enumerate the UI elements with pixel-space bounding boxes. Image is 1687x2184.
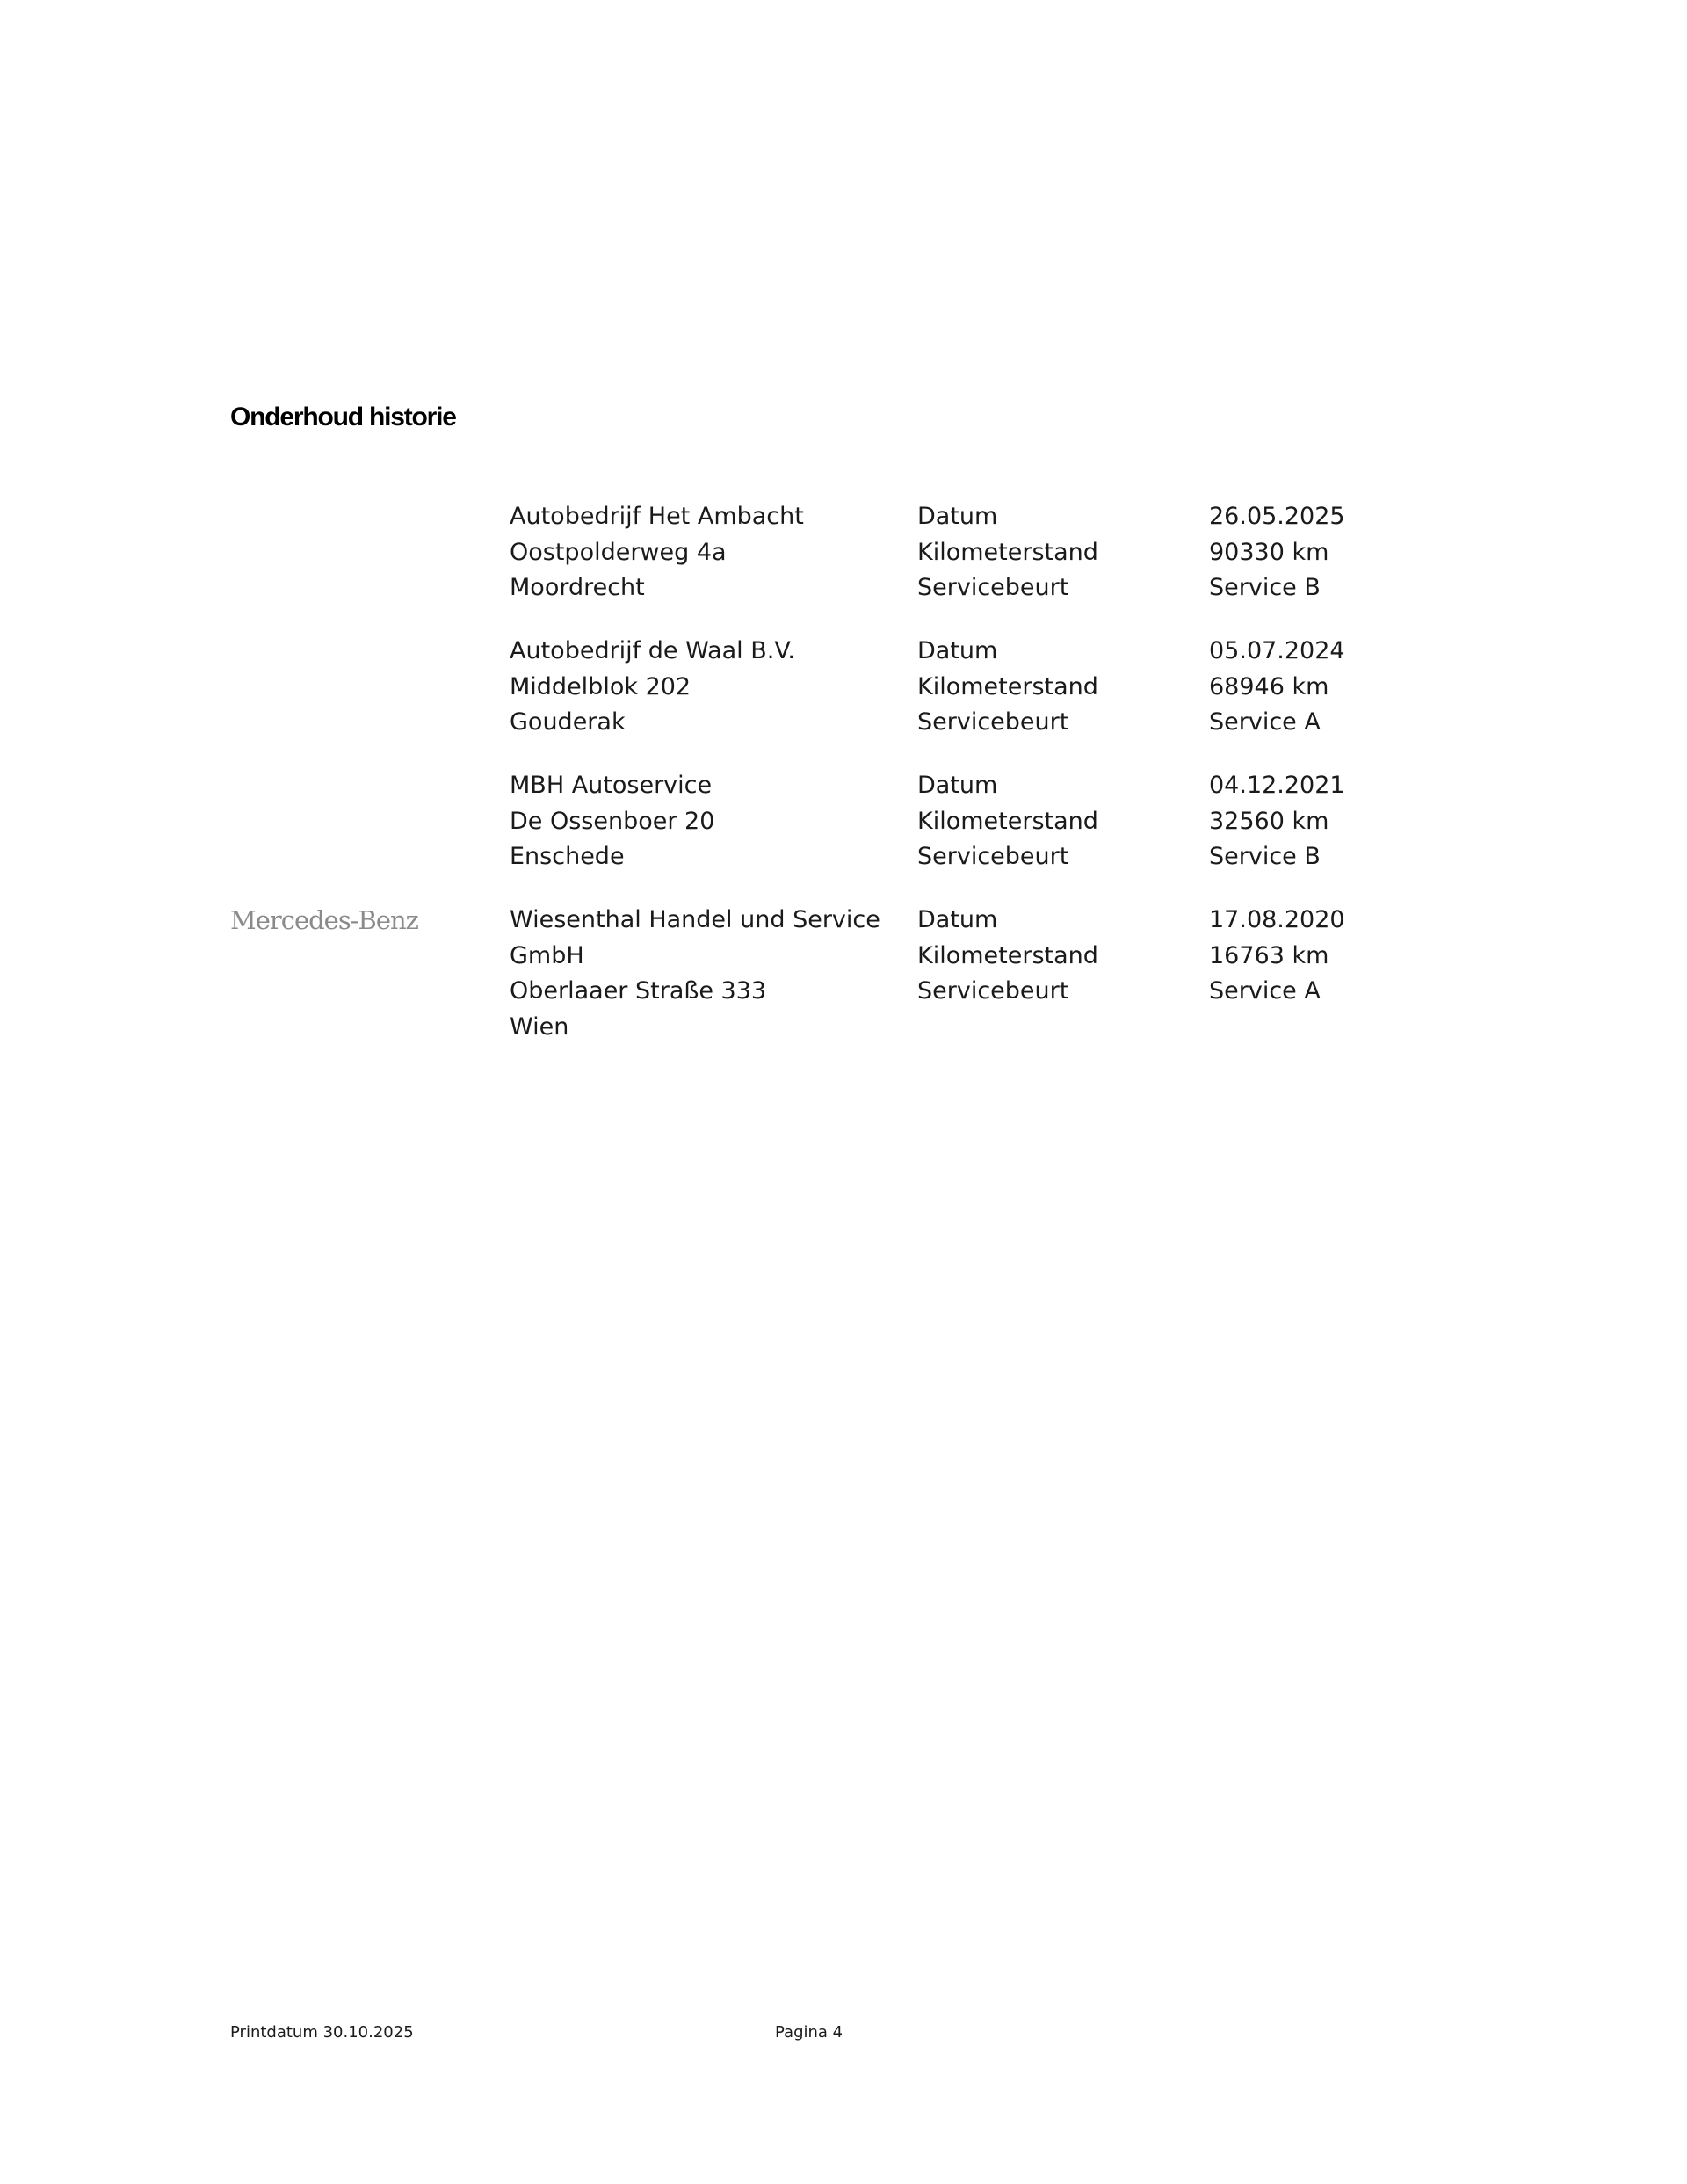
mileage-label: Kilometerstand [917,941,1098,969]
mileage-value: 16763 km [1209,941,1329,969]
service-value: Service A [1209,708,1321,736]
date-value: 26.05.2025 [1209,503,1345,530]
date-value: 05.07.2024 [1209,637,1345,664]
service-value: Service A [1209,977,1321,1005]
field-labels [917,634,1098,741]
field-values [1209,634,1345,741]
page-title: Onderhoud historie [230,403,456,432]
service-label: Servicebeurt [917,843,1069,870]
dealer-address [510,768,714,875]
mileage-label: Kilometerstand [917,672,1098,700]
dealer-city: Moordrecht [510,574,645,601]
service-value: Service B [1209,574,1321,601]
service-value: Service B [1209,843,1321,870]
dealer-name: Wiesenthal Handel und Service [510,906,880,933]
dealer-address [510,499,804,606]
date-value: 04.12.2021 [1209,772,1345,799]
dealer-name: Autobedrijf de Waal B.V. [510,637,795,664]
date-label: Datum [917,503,998,530]
date-label: Datum [917,906,998,933]
print-date: Printdatum 30.10.2025 [230,2023,414,2042]
dealer-city: Wien [510,1012,569,1041]
mercedes-benz-logo: Mercedes-Benz [230,905,418,935]
field-labels [917,768,1098,875]
mileage-label: Kilometerstand [917,538,1098,566]
dealer-street: De Ossenboer 20 [510,807,715,835]
mileage-value: 68946 km [1209,672,1329,700]
date-value: 17.08.2020 [1209,906,1345,933]
dealer-address [510,634,795,741]
page-number: Pagina 4 [775,2023,844,2042]
field-values [1209,903,1345,1010]
date-label: Datum [917,772,998,799]
dealer-city: Enschede [510,843,625,870]
dealer-name: Autobedrijf Het Ambacht [510,503,804,530]
mileage-label: Kilometerstand [917,807,1098,835]
mileage-value: 90330 km [1209,538,1329,566]
dealer-name: MBH Autoservice [510,772,713,799]
dealer-street: Middelblok 202 [510,672,691,700]
dealer-address [510,903,880,1045]
field-values [1209,768,1345,875]
dealer-city: Gouderak [510,708,626,736]
date-label: Datum [917,637,998,664]
mileage-value: 32560 km [1209,807,1329,835]
service-label: Servicebeurt [917,977,1069,1005]
field-values [1209,499,1345,606]
field-labels [917,903,1098,1010]
field-labels [917,499,1098,606]
service-label: Servicebeurt [917,574,1069,601]
service-label: Servicebeurt [917,708,1069,736]
dealer-street: Oberlaaer Straße 333 [510,977,767,1005]
dealer-name-continued: GmbH [510,941,584,969]
dealer-street: Oostpolderweg 4a [510,538,727,566]
